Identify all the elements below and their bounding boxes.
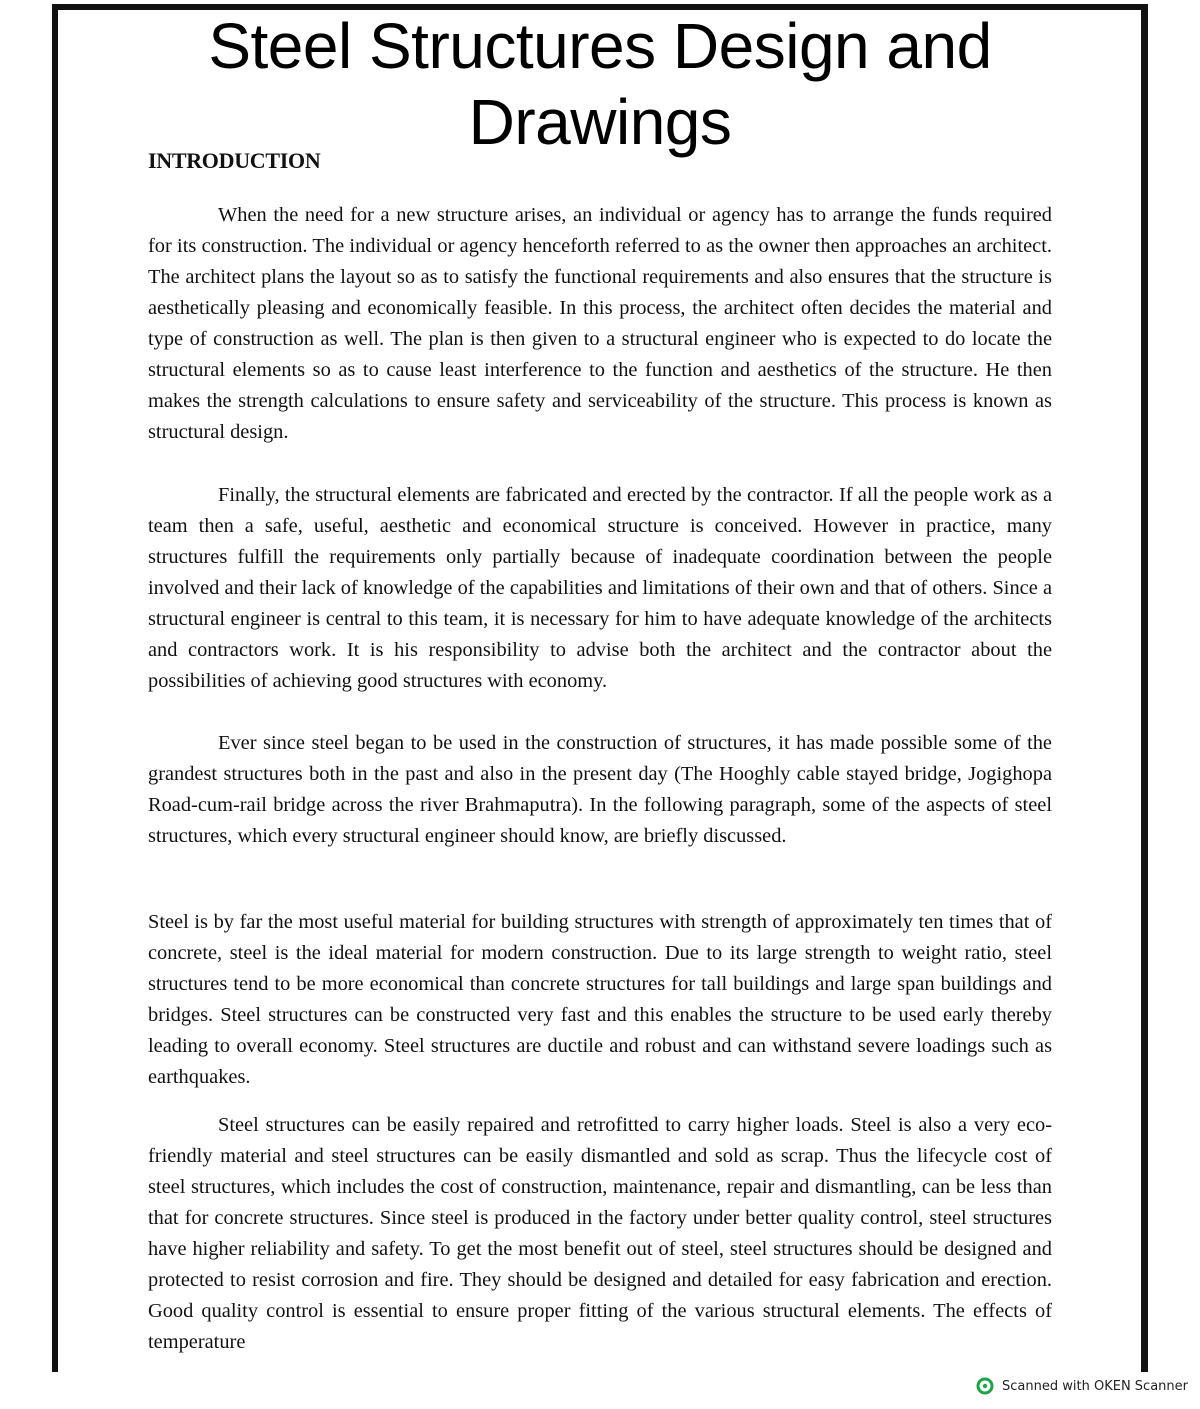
section-heading: INTRODUCTION — [148, 148, 321, 173]
paragraph-5: Steel structures can be easily repaired and retrofitted to carry higher loads. Steel is also a very eco-friendly material and steel structures can be easily dismantled and sold as scrap. Thus the lifecycle cost of steel structures, which includes the cost of construction, maintenance, repair and dismantling, can be less than that for concrete structures. Since steel is produced in the factory under better quality control, steel structures have higher reliability and safety. To get the most benefit out of steel, steel structures should be designed and protected to resist corrosion and fire. They should be designed and detailed for easy fabrication and erection. Good quality control is essential to ensure proper fitting of the various structural elements. The effects of temperature — [148, 1114, 1052, 1353]
watermark-text: Scanned with OKEN Scanner — [1002, 1378, 1188, 1394]
oken-scanner-logo-icon — [976, 1377, 994, 1395]
paragraph-2: Finally, the structural elements are fabricated and erected by the contractor. If all the people work as a team then a safe, useful, aesthetic and economical structure is conceived. However in practice, many structures fulfill the requirements only partially because of inadequate coordination between the people involved and their lack of knowledge of the capabilities and limitations of their own and that of others. Since a structural engineer is central to this team, it is necessary for him to have adequate knowledge of the architects and contractors work. It is his responsibility to advise both the architect and the contractor about the possibilities of achieving good structures with economy. — [148, 484, 1052, 692]
paragraph-3: Ever since steel began to be used in the construction of structures, it has made possible some of the grandest structures both in the past and also in the present day (The Hooghly cable stayed bridge, Jogighopa Road-cum-rail bridge across the river Brahmaputra). In the following paragraph, some of the aspects of steel structures, which every structural engineer should know, are briefly discussed. — [148, 732, 1052, 847]
scanner-watermark — [976, 1377, 1188, 1395]
document-title-line-2: Drawings — [468, 86, 732, 158]
document-title-line-1: Steel Structures Design and — [208, 10, 992, 82]
paragraph-4: Steel is by far the most useful material for building structures with strength of approximately ten times that of concrete, steel is the ideal material for modern construction. Due to its large strength to weight ratio, steel structures tend to be more economical than concrete structures for tall buildings and large span buildings and bridges. Steel structures can be constructed very fast and this enables the structure to be used early thereby leading to overall economy. Steel structures are ductile and robust and can withstand severe loadings such as earthquakes. — [148, 911, 1052, 1088]
paragraph-1: When the need for a new structure arises, an individual or agency has to arrange the funds required for its construction. The individual or agency henceforth referred to as the owner then approaches an architect. The architect plans the layout so as to satisfy the functional requirements and also ensures that the structure is aesthetically pleasing and economically feasible. In this process, the architect often decides the material and type of construction as well. The plan is then given to a structural engineer who is expected to do locate the structural elements so as to cause least interference to the function and aesthetics of the structure. He then makes the strength calculations to ensure safety and serviceability of the structure. This process is known as structural design. — [148, 204, 1052, 443]
